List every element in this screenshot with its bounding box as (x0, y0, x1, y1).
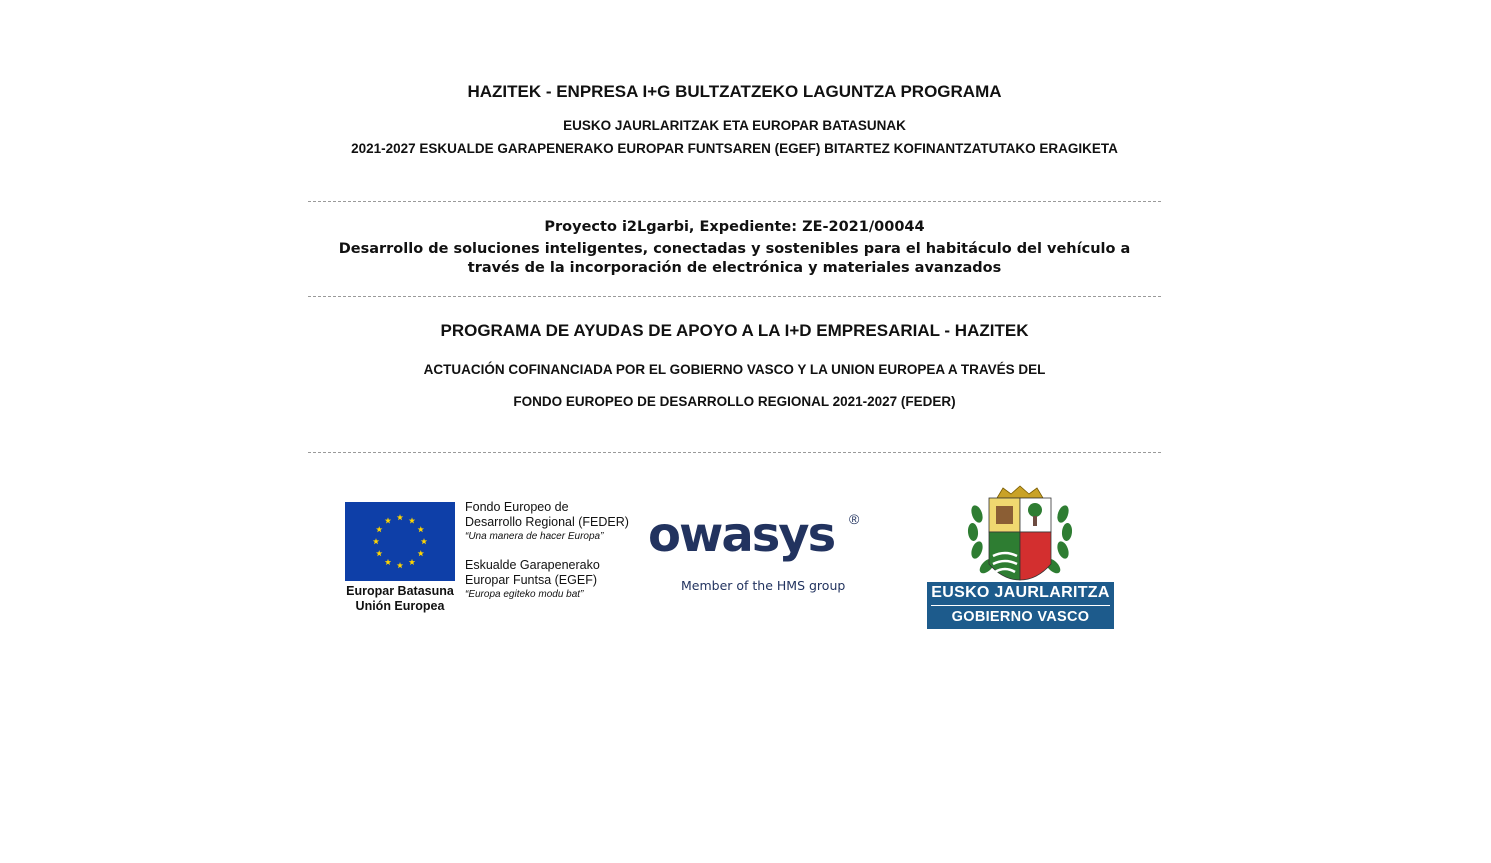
eu-star-icon (418, 526, 424, 532)
owasys-wordmark: owasys (648, 507, 835, 563)
divider-3 (308, 452, 1161, 453)
header-line-2: 2021-2027 ESKUALDE GARAPENERAKO EUROPAR FUNTSAREN (EGEF) BITARTEZ KOFINANTZATUTAKO ERAGIKETA (351, 141, 1118, 156)
eu-eu-line-2: Europar Funtsa (EGEF) (465, 573, 597, 587)
eu-caption-line-1: Europar Batasuna (346, 584, 454, 598)
coat-of-arms-icon (965, 484, 1075, 584)
eu-star-icon (385, 517, 391, 523)
eu-star-icon (421, 538, 427, 544)
header-title: HAZITEK - ENPRESA I+G BULTZATZEKO LAGUNTZA PROGRAMA (467, 82, 1002, 101)
program-title: PROGRAMA DE AYUDAS DE APOYO A LA I+D EMPRESARIAL - HAZITEK (440, 321, 1029, 340)
gobierno-vasco-line-1: EUSKO JAURLARITZA (931, 584, 1110, 601)
eu-star-icon (409, 517, 415, 523)
eu-star-icon (397, 562, 403, 568)
program-line-1: ACTUACIÓN COFINANCIADA POR EL GOBIERNO VASCO Y LA UNION EUROPEA A TRAVÉS DEL (423, 362, 1046, 377)
eu-star-icon (376, 550, 382, 556)
eu-eu-motto: “Europa egiteko modu bat” (465, 589, 584, 600)
gobierno-vasco-line-2: GOBIERNO VASCO (951, 609, 1090, 625)
eu-eu-line-1: Eskualde Garapenerako (465, 558, 600, 572)
registered-mark: ® (849, 511, 860, 527)
eu-es-line-1: Fondo Europeo de (465, 500, 569, 514)
project-desc-line-1: Desarrollo de soluciones inteligentes, conectadas y sostenibles para el habitáculo del vehículo a (338, 241, 1131, 257)
gobierno-vasco-divider (931, 605, 1110, 606)
owasys-tagline: Member of the HMS group (681, 578, 846, 593)
eu-star-icon (409, 559, 415, 565)
eu-es-line-2: Desarrollo Regional (FEDER) (465, 515, 629, 529)
eu-star-icon (397, 514, 403, 520)
header-line-1: EUSKO JAURLARITZAK ETA EUROPAR BATASUNAK (563, 118, 906, 133)
eu-star-icon (376, 526, 382, 532)
eu-fund-text (465, 500, 629, 602)
program-line-2: FONDO EUROPEO DE DESARROLLO REGIONAL 2021-2027 (FEDER) (513, 394, 956, 409)
divider-1 (308, 201, 1161, 202)
eu-star-icon (385, 559, 391, 565)
eu-flag-icon (345, 502, 455, 581)
eu-star-icon (418, 550, 424, 556)
eu-star-icon (373, 538, 379, 544)
eu-caption (335, 584, 465, 614)
project-desc-line-2: través de la incorporación de electrónica y materiales avanzados (467, 260, 1002, 276)
divider-2 (308, 296, 1161, 297)
eu-caption-line-2: Unión Europea (355, 599, 445, 613)
eu-es-motto: “Una manera de hacer Europa” (465, 531, 604, 542)
project-title: Proyecto i2Lgarbi, Expediente: ZE-2021/00044 (544, 219, 925, 235)
